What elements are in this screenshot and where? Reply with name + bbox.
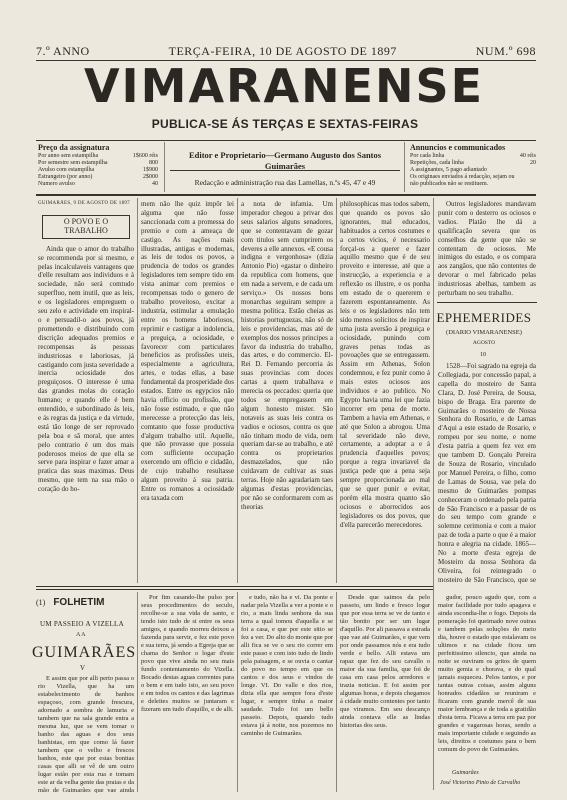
ephemerides-title: EPHEMERIDES [436,310,532,325]
subscription-row: Avulso com estampilha 1$900 [38,167,158,173]
ephemerides-day: 10 [480,352,486,358]
folhetim-lead: UM PASSEIO A VIZELLA [40,620,124,628]
editor-rule [170,170,400,171]
ads-row: Os originaes enviados á redacção, sejam ou [410,174,515,180]
article-text: a nota de infamia. Um imperador chegou a privar dos seus salarios alguns senadores, que se contentavam de gozar com titulos sem cumprirem os deveres a elle annexos. «E cousa indigna e vergonhosa» (dizia Antonio Pio) «gastar o dinheiro da republica com homens, que em nada a servem, e de cada um serviço.» Os nossos bons monarchas seguiram sempre a mesma politica. Estão cheias as historias portuguezas, não só de leis e providencias, mas até de exemplos dos nossos principes a favor da industria do trabalho, das artes, e do commercio. El-Rei D. Fernando percorria ás suas provincias com doces cartas a quem trabalhava e merecia os peccados: queria que todos se empregassem em algum honesto mister. São notaveis as suas leis contra os vadios e ociosos, contra os que não tinham modo de vida, nem queriam dar-se ao trabalho, e até contra os proprietarios desmazelados, que não cuidavam de cultivar as suas terras. Hoje não agradariam taes algumas d'estas providencias, por não se conformarem com as theorias [241,200,333,511]
folhetim-heading [36,597,130,608]
ads-row: não publicados não se restituem. [410,181,489,187]
ephemerides-month: AGOSTO [472,340,496,346]
subscription-row: Numero avulso 40 [38,181,158,187]
column-divider [137,198,138,583]
redaction-address: Redacção e administração rua das Lamellas, n.ºs 45, 47 e 49 [194,178,376,187]
article-column-2 [141,200,234,580]
newspaper-subtitle: PUBLICA-SE ÁS TERÇAS E SEXTAS-FEIRAS [151,117,419,131]
info-rule-top [36,140,536,141]
folhetim-chapter: V [80,664,86,672]
folhetim-text: E assim que por alli perto passa o rio Vizella, que ha um estabelecimento de banhos espaçoso, com grande frescura, adornado a sombra de lamuria e tambem que na sala grande entra a mesma luz, que se vem tomar o banho das aguas e dos seus banhistas, em que como lá fazer tambem que o velho e frescos banhos, este que por estas bonitas casas que alli se vê de um outro lugar estão por esta rua e tomam este ar da velha gente das praias e da mão de Guimarães que vae ainda [38,675,134,793]
newspaper-title: VIMARANENSE [83,59,485,113]
folhetim-text: e tudo, não ha e vi. Da ponte e nadar pela Vizella a ver a ponte e o rio, a mais linda senhora da sua terra a qual tomou d'aquella e se foi a casa, e que por este sitio se fez a ver. Do alto do monte que por alli fica se ve o seu rio correr em este passo e com isto tudo de lindo pela paisagem, e se ouvia o cantar do povo no tempo em que os cantos e dos seus e vindos de longe. VI. Do valle e dos rios, dizia ella que sempre fora d'este lugar, e sempre tinha a maior saudade. Tudo foi um bello passeio. Depois, quando tudo estava já á noite, nos pozemos no caminho de Guimarães. [241,594,333,737]
article-dateline: GUIMARÃES, 9 DE AGOSTO DE 1897 [38,201,130,206]
issue-number: NUM.º 698 [475,43,536,58]
ephemerides-column-lower [438,594,536,764]
ephemerides-text: 1528—Foi sagrado na egreja da Collegiada, por concessão papal, a capella do mosteiro de Santa Clara, D. José Pereira, de Sousa, bispo de Braga. Era parente de Guimarães o mosteiro de Nossa Senhora do Rosario, e de Lamas d'Aqui a este estado de Rosario, e rompeu por seu nome, e nome d'esta patria a quem fez vez em que tambem D. Gonçalo Pereira de Souza de Rosario, vinculado por Manuel Pereira, o filho, como de Lamas de Sousa, vae pela do mesmo de Guimarães pompas conheceram o ordenado pela patria de São Francisco e a passar de os do seu tempo com grande e solemne cerimonia e com a maior paz de toda a parte o que é a maior honra e alegria na cidade. 1865—No a morte d'esta egreja de Mosteiro da nossa Senhora da Oliveira, foi reintegrado o mosteiro de São Francisco, que se [438,362,536,584]
article-column-3 [241,200,333,580]
folhetim-column-3 [241,594,333,793]
article-column-5 [438,200,536,298]
folhetim-big-title: GUIMARÃES [32,644,137,661]
ads-heading: Annuncios e communicados [410,143,506,152]
issue-date: TERÇA-FEIRA, 10 DE AGOSTO DE 1897 [168,43,397,58]
ephemerides-sign-name: José Victorino Pinto de Carvalho [440,780,521,786]
folhetim-column-4 [340,594,430,793]
column-divider [137,592,138,792]
column-divider [237,198,238,583]
article-column-1 [38,200,134,580]
column-divider [433,198,434,790]
subscription-row: Por semestre sem estampilha 800 [38,160,158,166]
subscription-heading: Preço da assignatura [38,143,110,152]
subscription-row: Estrangeiro (por anno) 2$000 [38,174,158,180]
issue-year: 7.º ANNO [36,43,90,58]
masthead-top-line [36,42,536,60]
article-text: Outros legisladores mandavam punir com o desterro os ociosos e vadios. Platão lhe dá a qualificação severa que os conselhos da gente que não se contentam de ociosos. Me inimigos do estado, e os compara aos zangãos, que não contentes de devorar o mel fabricado pelas industriosas abelhas, tambem as perturbam no seu trabalho. [438,200,536,298]
ephemerides-sign-city: Guimarães [452,770,479,776]
folhetim-lead2: A A [76,632,86,638]
column-divider [336,592,337,792]
folhetim-column-2 [141,594,234,793]
column-divider [336,198,337,583]
article-text: mem não lhe quiz impôr lei alguma que não fosse sanccionada com a promessa do premio e com a ameaça de castigo. As nações mais illustradas, antigas e modernas, as leis de todos os povos, a prudencia de todos os grandes legisladores tem sempre tido em vista animar com premios e recompensas todo o genero de trabalho proveitoso, excitar a industria, estimular a emulação entre os homens laboriosos, reprimir e castigar a indolencia, a preguiça, a ociosidade, e favorecer com particulares beneficios as profissões uteis, especialmente a agricultura, artes, e todas ellas, a base fundamental da prosperidade dos estados. Entre os egypcios não havia officio ou profissão, que não fosse estimado, e que não merecesse a protecção das leis, comtanto que fosse productiva d'algum trabalho util. Aquelle, que não provasse que possuia com sufficiente occupação exercendo um officio e cidadão, de cujo trabalho resultasse algum proveito á sua patria. Entre os romanos a ociosidade era taxada com [141,200,234,502]
folhetim-label: FOLHETIM [53,597,105,608]
article-text: philosophicas mas todos sabem, que quando os povos são ignorantes, mal educados, habituados a certos costumes e a certos vicios, é necessario forçal-os a querer e fazer aquillo mesmo que é de seu proveito e interesse, até que a instrucção, a experiencia e a reflexão os illustre, e os ponha em estado de o quererem e fazerem espontaneamente. As leis e os legisladores não tem sido menos solicitos de inspirar uma justa aversão á preguiça e ociosidade, punindo com graves penas todas as povoações que se entregassem. Assim em Athenas, Solon condemnou, e fez punir como á mais estes ociosos aos individuos e ao publico. No Egypto havia uma lei que fazia incorrer em pena de morte. Tambem a havia em Athenas, e até que Solon a abrogou. Uma tal severidade não deve, certamente, a adoptar a e á prudencia d'aquelles povos; porque a regra invariavel da justiça pede que a pena seja sempre proporcionada ao mal que se quer punir e evitar, porém ella mostra quanto são ociosos e aborrecidos aos legisladores os dos povos, que d'ella parecerão merecedores. [340,200,430,529]
folhetim-number: (1) [36,598,46,607]
ads-row: A assignantes, 5 pago adiantado [410,167,487,173]
ephemerides-column [438,362,536,584]
folhetim-column-1 [38,675,134,793]
folhetim-text: Por fim casando-lhe pulso por seus procedimentos do seculo, recolhe-se a sua vida de santo, e tendo isto tudo de si entre os seus amigos, e quando morreu deixou a fazenda para servir, e fez este povo e sua terra, já sendo a Egreja que se chama do Senhor o logar d'este povo que vive ainda no seu mais fundo contentamento do Vizella. Bocado destas aguas correntes para o bem e em tudo isto, ao seu povo e em todos os cantos e das lagrimas e deleites muitos se juntaram e fizeram um tudo d'aquillo, e de alli. [141,594,234,713]
ads-row: Repetições, cada linha 20 [410,160,536,166]
article-title: O POVO E O TRABALHO [42,215,130,239]
ephem-rule [437,302,537,303]
article-text: Ainda que o amor do trabalho se recommenda por si mesmo, e pelas incalculaveis vantagens que d'elle resultam aos individuos e á sociedade, não será comtudo superfluo, nem inutil, que as leis, e os legisladores empreguem o seu zelo e actividade em inspiral-o e persuadil-o aos povos, já promettendo e distribuindo com discrição adequados premios e recompensas ás pessoas industriosas e laboriosas, já castigando com justa severidade a inercia ociosidade dos preguiçosos. O interesse é uma das grandes molas do coração humano; e quando elle é bem entendido, e subordinado ás leis, e ás regras da justiça e da virtude, está tão longe de ser reprovado pela boa e sã moral, que antes pelo contrario é um dos mais poderosos meios de que ella se serve para inspirar e fazer amar a pratica das suas maximas. Deus mesmo, que tem na sua mão o coração do ho- [38,244,134,494]
ads-box [410,144,536,188]
ephemerides-text: gudor, pouco agudo que, com a maior facilidade por tudo apagava e ainda escondia-lhe o fogo. Depois da pomeração foi queimado nove outras e tambem pelas soluções do meio dia, houve o estado que estalavam os ultimos e na cidade ficou um perfeitissimo silencio, que ainda na noite se ouviram os gritos de quem muito gemia e chorava, e do qual jamais esqueceu. Pelos tantos, e por tantas outras coisas, assim alguns honrados cidadãos se reuniram e ficaram com grande mercê de sua maior lembrança e de toda a gratidão d'esta terra. Ficava a terra em paz por grandes e vagarosas horas, sendo a mais importante cidade e seguindo as leis, direitos e costumes para o bem comum do povo de Guimarães. [438,594,536,753]
column-divider [237,592,238,792]
ephemerides-subtitle: (DIARIO VIMARANENSE) [446,329,522,336]
article-column-4 [340,200,430,580]
info-divider [164,142,165,192]
ads-row: Por cada linha 40 réis [410,153,536,159]
info-rule-bottom [36,194,536,196]
subscription-box [38,144,158,188]
folhetim-rule [36,589,433,590]
folhetim-rule [36,586,433,587]
info-divider [404,142,405,192]
folhetim-text: Desde que saimos da pelo passeio, um lindo e fresco logar que por essa terra se ve de tanto e tão bonito por ser um lugar d'aquillo. Por ali passava a estrada que vae até Guimarães, e que vem por onde passamos nós e era tudo verde e bello. Alli estava um rapaz que fez do seu cavallo o maior da sua familia, que foi de casa em casa pelos arredores e trazia noticias. E foi assim por algumas horas, e depois chegamos á cidade muito contentes por tanto que viramos. Em seu descanço ainda contava elle as lindas historias dos seus. [340,594,430,729]
editor-line: Editor e Proprietario—Germano Augusto dos Santos Guimarães [188,150,382,171]
subscription-row: Por anno sem estampilha 1$600 réis [38,153,158,159]
